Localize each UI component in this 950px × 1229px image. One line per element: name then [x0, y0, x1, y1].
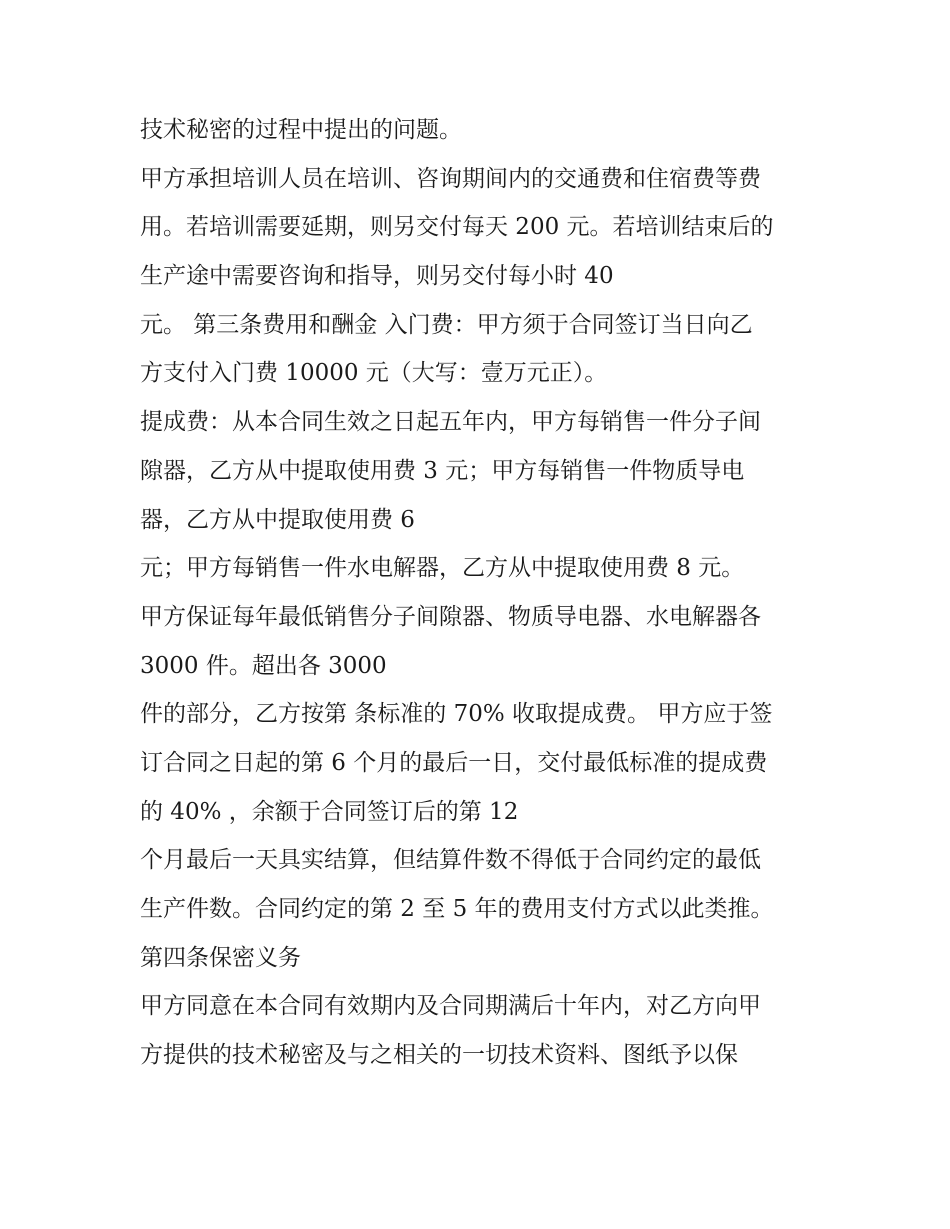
- text-line: 甲方同意在本合同有效期内及合同期满后十年内，对乙方向甲: [140, 993, 761, 1020]
- text-line: 生产途中需要咨询和指导，则另交付每小时 40: [140, 263, 614, 290]
- text-line: 器，乙方从中提取使用费 6: [140, 506, 415, 533]
- text-line: 提成费：从本合同生效之日起五年内，甲方每销售一件分子间: [140, 409, 761, 436]
- section-heading: 第四条保密义务: [140, 944, 301, 971]
- text-line: 个月最后一天具实结算，但结算件数不得低于合同约定的最低: [140, 847, 761, 874]
- text-line: 的 40% ，余额于合同签订后的第 12: [140, 798, 519, 825]
- text-line: 方支付入门费 10000 元（大写：壹万元正）。: [140, 360, 608, 387]
- text-line: 订合同之日起的第 6 个月的最后一日，交付最低标准的提成费: [140, 749, 768, 776]
- text-line: 元；甲方每销售一件水电解器，乙方从中提取使用费 8 元。: [140, 555, 745, 582]
- text-line: 甲方承担培训人员在培训、咨询期间内的交通费和住宿费等费: [140, 165, 761, 192]
- text-line: 方提供的技术秘密及与之相关的一切技术资料、图纸予以保: [140, 1042, 738, 1069]
- text-line: 隙器，乙方从中提取使用费 3 元；甲方每销售一件物质导电: [140, 457, 745, 484]
- contract-text-body: [140, 106, 820, 1080]
- text-line: 甲方保证每年最低销售分子间隙器、物质导电器、水电解器各: [140, 603, 761, 630]
- text-line: 生产件数。合同约定的第 2 至 5 年的费用支付方式以此类推。: [140, 896, 774, 922]
- text-line: 3000 件。超出各 3000: [140, 652, 387, 679]
- text-line: 件的部分，乙方按第 条标准的 70% 收取提成费。 甲方应于签: [140, 701, 773, 728]
- text-line: 技术秘密的过程中提出的问题。: [140, 117, 462, 143]
- text-line: 元。 第三条费用和酬金 入门费：甲方须于合同签订当日向乙: [140, 311, 753, 338]
- text-line: 用。若培训需要延期，则另交付每天 200 元。若培训结束后的: [140, 214, 774, 241]
